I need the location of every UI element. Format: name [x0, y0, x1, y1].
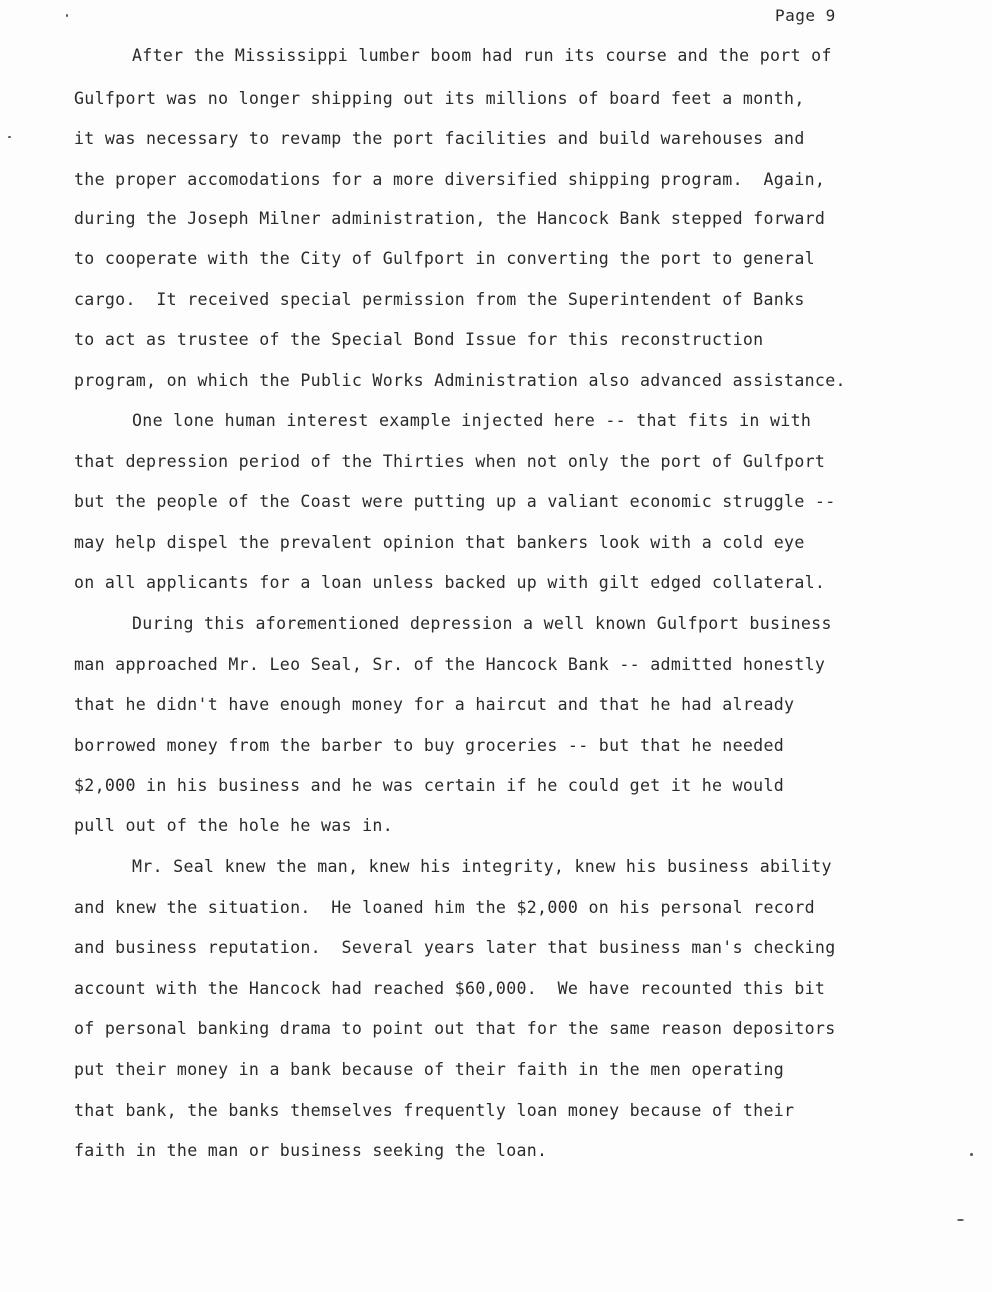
text-line: it was necessary to revamp the port facilities and build warehouses and — [74, 129, 805, 148]
text-line: account with the Hancock had reached $60,000. We have recounted this bit — [74, 979, 826, 998]
text-line: put their money in a bank because of their faith in the men operating — [74, 1060, 785, 1079]
scan-speck — [66, 14, 68, 17]
text-line: program, on which the Public Works Administration also advanced assistance. — [74, 371, 846, 390]
text-line: that he didn't have enough money for a haircut and that he had already — [74, 695, 795, 714]
text-line: and business reputation. Several years later that business man's checking — [74, 938, 836, 957]
scan-speck — [8, 136, 11, 138]
text-line: that bank, the banks themselves frequently loan money because of their — [74, 1101, 795, 1120]
text-line: man approached Mr. Leo Seal, Sr. of the Hancock Bank -- admitted honestly — [74, 655, 826, 674]
page-number: Page 9 — [775, 6, 836, 25]
text-line: the proper accomodations for a more diversified shipping program. Again, — [74, 170, 826, 189]
text-line: borrowed money from the barber to buy groceries -- but that he needed — [74, 736, 785, 755]
text-line: and knew the situation. He loaned him the $2,000 on his personal record — [74, 898, 815, 917]
text-line: During this aforementioned depression a well known Gulfport business — [132, 614, 832, 633]
text-line: that depression period of the Thirties when not only the port of Gulfport — [74, 452, 826, 471]
text-line: of personal banking drama to point out that for the same reason depositors — [74, 1019, 836, 1038]
text-line: but the people of the Coast were putting up a valiant economic struggle -- — [74, 492, 836, 511]
text-line: After the Mississippi lumber boom had run its course and the port of — [132, 46, 832, 65]
text-line: $2,000 in his business and he was certain if he could get it he would — [74, 776, 785, 795]
text-line: Gulfport was no longer shipping out its millions of board feet a month, — [74, 89, 805, 108]
text-line: cargo. It received special permission from the Superintendent of Banks — [74, 290, 805, 309]
text-line: on all applicants for a loan unless backed up with gilt edged collateral. — [74, 573, 826, 592]
text-line: One lone human interest example injected here -- that fits in with — [132, 411, 812, 430]
text-line: Mr. Seal knew the man, knew his integrity, knew his business ability — [132, 857, 832, 876]
text-line: to act as trustee of the Special Bond Issue for this reconstruction — [74, 330, 764, 349]
scan-speck — [957, 1219, 964, 1221]
scan-speck — [970, 1153, 973, 1156]
text-line: faith in the man or business seeking the loan. — [74, 1141, 548, 1160]
text-line: pull out of the hole he was in. — [74, 816, 393, 835]
text-line: may help dispel the prevalent opinion that bankers look with a cold eye — [74, 533, 805, 552]
text-line: during the Joseph Milner administration, the Hancock Bank stepped forward — [74, 209, 826, 228]
text-line: to cooperate with the City of Gulfport in converting the port to general — [74, 249, 815, 268]
